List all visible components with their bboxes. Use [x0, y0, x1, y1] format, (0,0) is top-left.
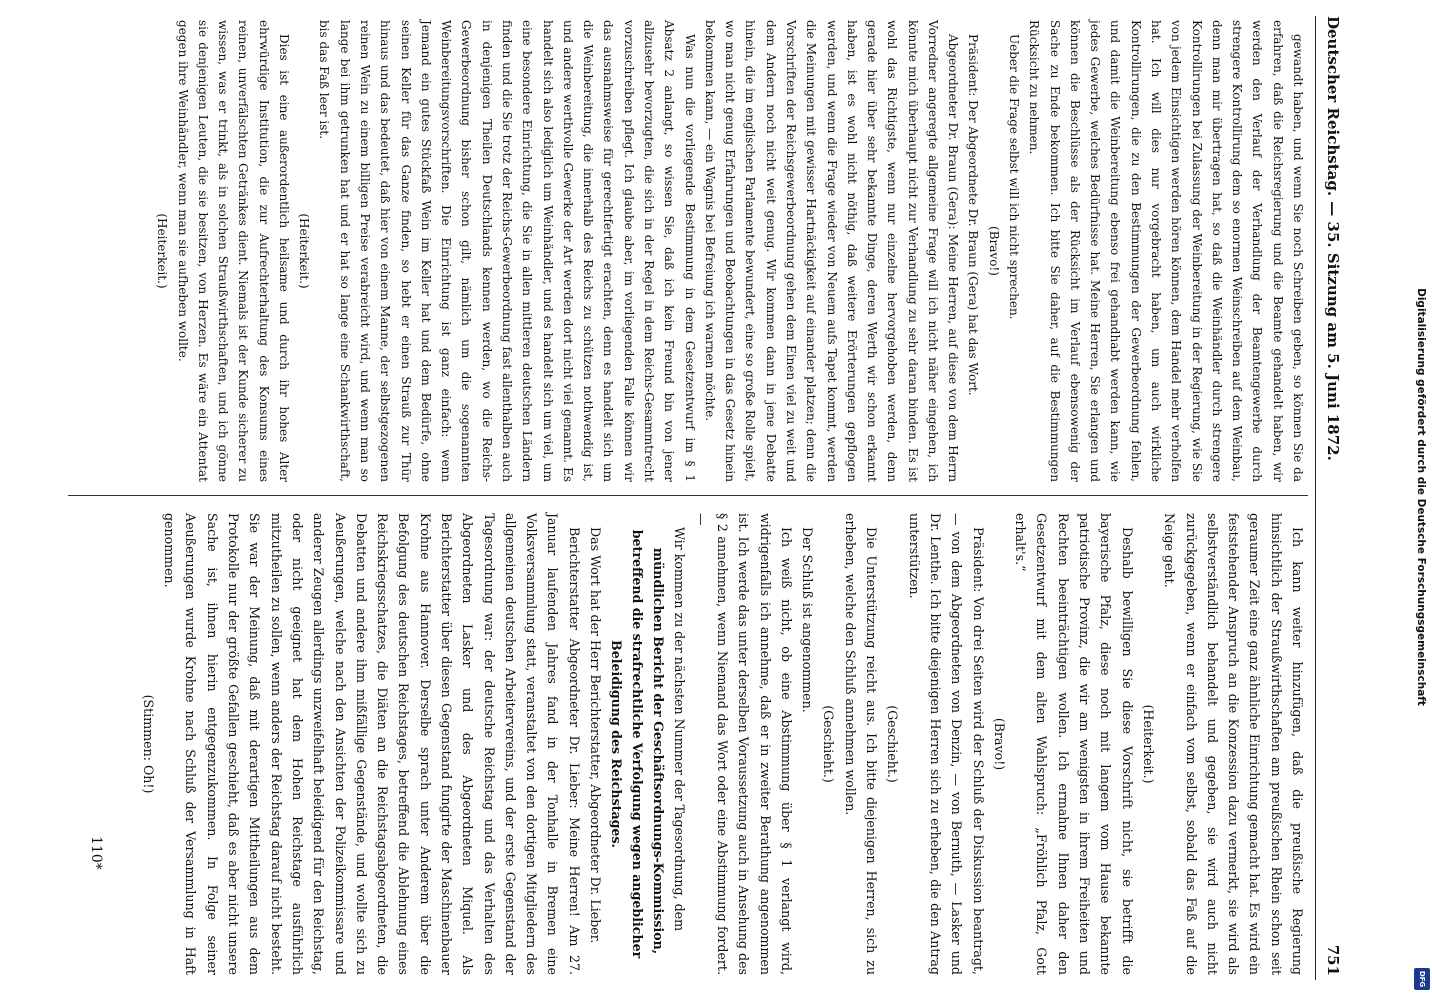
paragraph: Die Unterstützung reicht aus. Ich bitte diejenigen Herren, sich zu erheben, welche den Schluß annehmen wollen. [842, 513, 880, 975]
paragraph: Wir kommen zu der nächsten Nummer der Tagesordnung, dem [672, 527, 688, 932]
stage-direction: (Bravo!) [986, 226, 1001, 276]
paragraph: gewandt haben, und wenn Sie noch Schreiben geben, so können Sie da erfahren, daß die Reichsregierung und die Beamte gehandelt haben, wir werden den Verlauf der Verhandlung der Beamtengewerbe durch strengere Kontrollirung dem so enormen Weinschreiben auf dem Weinbau, denn man mir übertragen hat, so daß die Weinhändler durch strengere Kontrollirungen bei Zulassung der Weinbereitung in der Regierung, wie Sie von jedem Einsichtigen werden hören können, dem Handel mehr verholfen hat. Ich will dies nur vorgebracht haben, um auch wirkliche Kontrollirungen, die zu den Bestimmungen der Gewerbeordnung fehlen, und damit die Weinbereitung ebenso frei gehandhabt werden kann, wie jedes Gewerbe, welches Bedürfnisse hat. Meine Herren, Sie erlangen und können die Beschlüsse als der Rücksicht im Verlauf ebensowenig der Sache zu Ende bekommen. Ich bitte Sie daher, auf die Bestimmungen Rücksicht zu nehmen. [1027, 20, 1305, 482]
paragraph: Was nun die vorliegende Bestimmung in dem Gesetzentwurf im § 1 Absatz 2 anlangt, so wissen Sie, daß ich kein Freund bin von jener allzusehr bevorzugten, die sich in der Regel in dem Reichs-Gesammtrecht vorzuschreiben pflegt. Ich glaube aber, im vorliegenden Falle können wir das ausnahmsweise für gerechtfertigt erachten, denn es handelt sich um die Weinbereitung, die innerhalb des Reichs zu schützen nothwendig ist, und andere werthvolle Gewerke der Art werden dort nicht viel genannt. Es handelt sich also lediglich um Weinhändler, und es handelt sich um viel, um eine besondere Einrichtung, die Sie in allen mittleren deutschen Ländern finden und die Sie trotz der Reichs-Gewerbeordnung fast allenthalben auch in denjenigen Theilen Deutschlands kennen werden, wo die Reichs-Gewerbeordnung bisher schon gilt, nämlich um die sogenannten Weinbereitungsvorschriften. Die Einrichtung ist ganz einfach: wenn Jemand ein gutes Stückfaß Wein im Keller hat und dem Bedürfe, ohne seinen Keller für das Ganze finden, so hebt er einen Strauß zur Thür hinaus und das bedeutet, daß hier von einem Manne, der selbstgezogenen reinen Wein zu einem billigen Preise verabreicht wird, und wenn man so lange bei ihm getrunken hat und er hat so lange eine Schankwirthschaft, bis das Faß leer ist. [317, 20, 697, 482]
page-header [1312, 16, 1342, 980]
paragraph: Deshalb bewilligen Sie diese Vorschrift nicht, sie betrifft die bayerische Pfalz, diese noch mit langem vom Hause bekannte patriotische Provinz, die wir am wenigsten in ihrem Freiheiten und Rechten beeinträchtigen wollen. Ich ermahne Ihnen daher den Gesetzentwurf mit dem alten Wahlspruch: „Fröhlich Pfalz, Gott erhalt's.“ [1013, 513, 1135, 975]
rotated-page-content [56, 8, 1356, 988]
paragraph: Der Schluß ist angenommen. [800, 527, 816, 713]
header-rule [1315, 16, 1316, 980]
stage-direction: (Geschieht.) [821, 705, 837, 783]
header-page-number: 751 [1324, 944, 1342, 976]
stage-direction: (Heiterkeit.) [155, 213, 170, 289]
paragraph: Berichterstatter Abgeordneter Dr. Lieber: Meine Herren! Am 27. Januar laufenden Jahres fand in der Tonhalle in Bremen eine Volksversammlung statt, veranstaltet von den dortigen Mitgliedern des allgemeinen deutschen Arbeitervereins, und der erste Gegenstand der Tagesordnung war: der deutsche Reichstag und das Verhalten des Abgeordneten Lasker und des Abgeordneten Miquel. Als Berichterstatter über diesen Gegenstand fungirte der Maschinenbauer Krohne aus Hannover. Derselbe sprach unter Anderem über die Befolgung des deutschen Reichstages, betreffend die Ablehnung eines Reichskriegsschatzes, die Diäten an die Reichstagsabgeordneten, die Debatten und andere ihm mißfällige Gegenstände, und wollte sich zu Aeußerungen, welche nach den Ansichten der Polizeikommissare und anderer Zeugen allerdings unzweifelhaft beleidigend für den Reichstag, oder nicht geeignet hat dem Hohen Reichstage ausführlich mitzutheilen zu sollen, wenn anders der Reichstag darauf nicht besteht. Sie war der Meinung, daß mit derartigen Mittheilungen aus dem Protokolle nur der größte Gefallen geschieht, daß es aber nicht unsere Sache ist, ihnen hierin entgegenzukommen. In Folge seiner Aeußerungen wurde Krohne nach Schluß der Versammlung in Haft genommen. [162, 513, 582, 975]
paragraph: Dies ist eine außerordentlich heilsame und durch ihr hohes Alter ehrwürdige Institution, die zur Aufrechterhaltung des Konsums eines reinen, unverfälschten Getränkes dient. Niemals ist der Kunde sicherer zu wissen, was er trinkt, als in solchen Straußwirthschaften, und ich gönne sie denjenigen Leuten, die sie besitzen, von Herzen. Es wäre ein Attentat gegen ihre Weinhändler, wenn man sie aufheben wollte. [175, 20, 291, 482]
paragraph: Abgeordneter Dr. Braun (Gera): Meine Herren, auf diese von dem Herrn Vorredner angeregte allgemeine Frage will ich nicht näher eingehen, ich könnte mich überhaupt nicht zur Verhandlung zu sehr daran binden. Es ist wohl das Richtigste, wenn nur einzelne hervorgehoben werden, denn gerade hier über sehr bekannte Dinge, deren Werth wir schon erkannt haben, ist es wohl nicht nöthig, daß weitere Erörterungen gepflogen werden, und wenn die Frage wieder von Neuem aufs Tapet kommt, werden die Meinungen mit gewisser Hartnäckigkeit auf einander platzen; denn die Vorschriften der Reichsgewerbeordnung gehen dem Einen viel zu weit und dem Andern noch nicht weit genug. Wir kommen dann in jene Debatte hinein, die im englischen Parlamente bewundert, eine so große Rolle spielt, wo man nicht genug Erfahrungen und Beobachtungen in das Gesetz hinein bekommen kann, — ein Wagnis bei Befreiung ich warnen möchte. [702, 20, 961, 482]
stage-direction: (Heiterkeit.) [1140, 704, 1156, 784]
stage-direction: (Geschieht.) [885, 705, 901, 783]
stage-direction: (Bravo!) [991, 717, 1007, 771]
header-title: Deutscher Reichstag. — 35. Sitzung am 5. Juni 1872. [1324, 16, 1342, 461]
page-folio: 110* [88, 836, 104, 870]
paragraph: Präsident: Von drei Seiten wird der Schluß der Diskussion beantragt, — von dem Abgeordneten von Denzin, — von Bernuth, — Lasker und Dr. Lenthe. Ich bitte diejenigen Herren sich zu erheben, die den Antrag unterstützen. [906, 513, 986, 975]
dfg-logo-text: DFG [1418, 970, 1426, 988]
agenda-heading: mündlichen Bericht der Geschäftsordnungs-Kommission, betreffend die strafrechtliche Verfolgung wegen angeblicher Beleidigung des Reichstages. [609, 529, 667, 959]
stage-direction: (Stimmen: Oh!) [140, 694, 156, 794]
column-divider [68, 495, 1308, 496]
stage-direction: (Heiterkeit.) [297, 213, 312, 289]
dfg-logo [1414, 968, 1430, 990]
paragraph: Ich kann weiter hinzufügen, daß die preußische Regierung hinsichtlich der Straußwirthschaften am preußischen Rhein schon seit geraumer Zeit eine ganz ähnliche Einrichtung gemacht hat. Es wird ein feststehender Anspruch an die Konzession dazu vermerkt, sie wird als selbstverständlich behandelt und gegeben, sie wird auch nicht zurückgegeben, wenn er einfach vom selbst, sobald das Faß auf die Neige geht. [1162, 513, 1305, 975]
paragraph: Präsident: Der Abgeordnete Dr. Braun (Gera) hat das Wort. [966, 34, 981, 396]
right-column [138, 513, 1308, 975]
left-column [152, 20, 1308, 482]
digitization-credit: Digitalisierung gefördert durch die Deutsche Forschungsgemeinschaft [1415, 288, 1427, 706]
paragraph: Ueber die Frage selbst will ich nicht sprechen. [1007, 34, 1022, 320]
paragraph: Ich weiß nicht, ob eine Abstimmung über § 1 verlangt wird, widrigenfalls ich annehme, daß er in zweiter Berathung angenommen ist. Ich werde das unter derselben Voraussetzung auch in Ansehung des § 2 annehmen, wenn Niemand das Wort oder eine Abstimmung fordert. — [693, 513, 794, 975]
paragraph: Das Wort hat der Herr Berichterstatter, Abgeordneter Dr. Lieber. [588, 527, 604, 944]
